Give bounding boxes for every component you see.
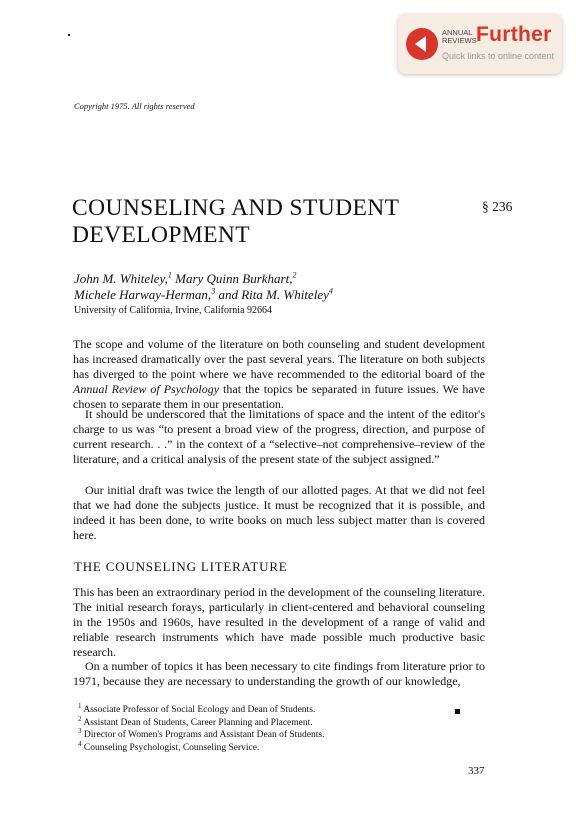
badge-publisher: ANNUAL REVIEWS (442, 28, 477, 45)
footnote: $^3$ Director of Women's Programs and Assistant Dean of Students. (78, 726, 325, 740)
journal-name: Annual Review of Psychology (73, 382, 220, 396)
arrow-icon (415, 36, 426, 52)
author-list: John M. Whiteley,$^1$ Mary Quinn Burkhart,$^2$ Michele Harway-Herman,$^3$ and Rita M. Whiteley$^4$ (74, 270, 333, 302)
section-code: § 236 (482, 199, 513, 214)
badge-subtitle: Quick links to online content (442, 51, 555, 61)
footnote: $^1$ Associate Professor of Social Ecology and Dean of Students. (78, 701, 316, 715)
badge-further-label: Further (476, 23, 552, 46)
paragraph-5: On a number of topics it has been necessary to cite findings from literature prior to 1971, because they are necessary to understanding the growth of our knowledge, (73, 659, 485, 688)
footnote: $^4$ Counseling Psychologist, Counseling Service. (78, 739, 260, 753)
section-heading: THE COUNSELING LITERATURE (74, 559, 288, 574)
footnotes (78, 701, 438, 754)
affiliation: University of California, Irvine, California 92664 (74, 305, 273, 316)
paragraph-4: This has been an extraordinary period in the development of the counseling literature. The initial research forays, particularly in client-centered and behavioral counseling in the 1950s and 1960s, have resulted in the development of a range of valid and reliable research instruments which have made possible much productive basic research. (73, 585, 485, 659)
paragraph-1: The scope and volume of the literature on both counseling and student development has increased dramatically over the past several years. The literature on both subjects has diverged to the point where we have recommended to the editorial board of the Annual Review of Psychology that the topics be separated in future issues. We have chosen to separate them in our presentation. (73, 337, 485, 411)
speck (68, 34, 70, 36)
footnote: $^2$ Assistant Dean of Students, Career Planning and Placement. (78, 714, 313, 728)
article-title: COUNSELING AND STUDENT DEVELOPMENT (72, 195, 400, 248)
square-marker (455, 709, 460, 714)
copyright-notice: Copyright 1975. All rights reserved (74, 101, 195, 111)
paragraph-3: Our initial draft was twice the length of our allotted pages. At that we did not feel that we had done the subjects justice. It must be recognized that it is possible, and indeed it has been done, to write books on much less subject matter than is covered here. (73, 483, 485, 542)
annual-reviews-further-badge[interactable] (398, 14, 562, 74)
paragraph-2: It should be underscored that the limitations of space and the intent of the editor's charge to us was “to present a broad view of the progress, direction, and purpose of current research. . .” in the context of a “selective–not comprehensive–review of the literature, and a critical analysis of the present state of the subject assigned.” (73, 407, 485, 466)
page-number: 337 (468, 765, 485, 777)
